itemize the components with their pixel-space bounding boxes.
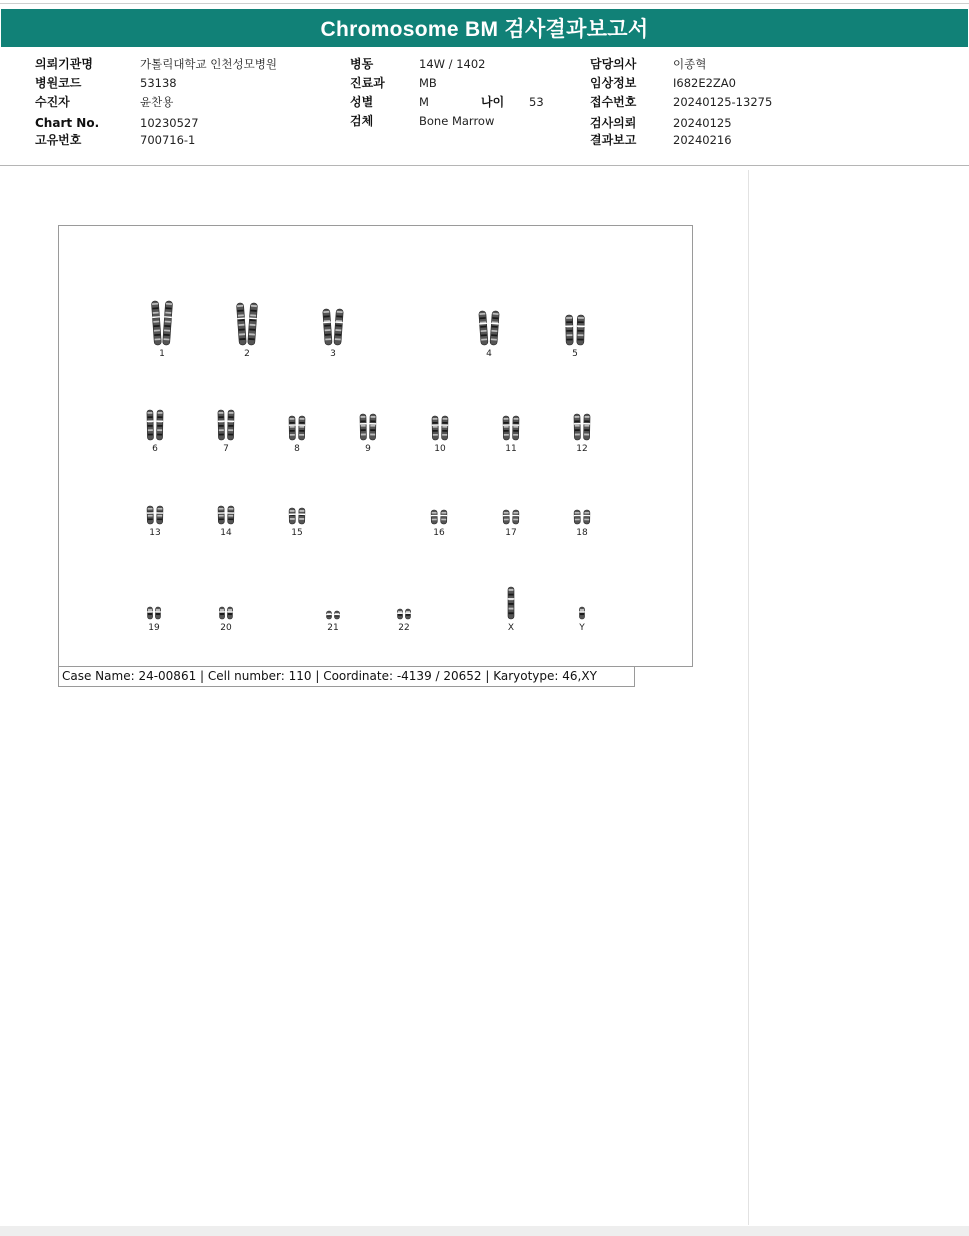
chromosome-label-5: 5 <box>572 349 578 359</box>
chromatid <box>565 315 573 345</box>
clinical-info-value: I682E2ZA0 <box>673 76 736 90</box>
chromosome-label-X: X <box>507 623 515 633</box>
chromosome-5 <box>565 315 584 345</box>
chromosome-label-3: 3 <box>330 349 336 359</box>
chromosome-label-8: 8 <box>294 444 300 454</box>
chromosome-label-7: 7 <box>223 444 229 454</box>
chromosome-10 <box>432 416 449 440</box>
chromosome-7 <box>218 410 235 440</box>
patient-name-label: 수진자 <box>35 95 70 109</box>
top-border <box>0 3 969 4</box>
chromosome-label-10: 10 <box>434 444 446 454</box>
karyogram-image <box>58 225 693 667</box>
karyogram-caption: Case Name: 24-00861 | Cell number: 110 | Coordinate: -4139 / 20652 | Karyotype: 46,XY <box>58 666 635 687</box>
chromosome-4 <box>478 311 499 345</box>
requesting-institution-value: 가톨릭대학교 인천성모병원 <box>140 57 277 71</box>
attending-physician-value: 이종혁 <box>673 57 707 71</box>
chromatid <box>298 416 305 440</box>
chromatid <box>512 416 519 440</box>
chromosome-label-16: 16 <box>433 528 445 538</box>
chromatid <box>431 510 438 524</box>
chromosome-label-21: 21 <box>327 623 339 633</box>
chromatid <box>218 506 225 524</box>
chromatid <box>579 607 585 619</box>
chromosome-9 <box>360 414 377 440</box>
ward-label: 병동 <box>350 57 374 71</box>
patient-name-value: 윤찬용 <box>140 95 174 109</box>
patient-info-section <box>0 52 969 164</box>
chromosome-21 <box>326 611 340 619</box>
report-date-label: 결과보고 <box>590 133 637 147</box>
chromatid <box>503 416 510 440</box>
chromatid <box>574 414 581 440</box>
chromosome-label-18: 18 <box>576 528 588 538</box>
request-date-value: 20240125 <box>673 116 732 130</box>
chromatid <box>334 611 340 619</box>
chromatid <box>440 510 447 524</box>
attending-physician-label: 담당의사 <box>590 57 637 71</box>
report-title: Chromosome BM 검사결과보고서 <box>1 9 968 47</box>
chromatid <box>289 508 296 524</box>
chromosome-11 <box>503 416 520 440</box>
chromatid <box>326 611 332 619</box>
bottom-band <box>0 1226 969 1236</box>
requesting-institution-label: 의뢰기관명 <box>35 57 93 71</box>
side-panel <box>750 170 967 1225</box>
chromatid <box>151 301 162 345</box>
chromosome-3 <box>322 309 343 345</box>
chromatid <box>334 309 344 345</box>
chromatid <box>369 414 376 440</box>
chromosome-X <box>508 587 515 619</box>
chromatid <box>478 311 488 345</box>
chromatid <box>405 609 411 619</box>
chromosome-16 <box>431 510 447 524</box>
chromatid <box>147 410 154 440</box>
specimen-label: 검체 <box>350 114 374 128</box>
chromatid <box>583 414 590 440</box>
chromosome-label-6: 6 <box>152 444 158 454</box>
chromosome-18 <box>574 510 590 524</box>
chromosome-8 <box>289 416 306 440</box>
department-label: 진료과 <box>350 76 385 90</box>
ward-value: 14W / 1402 <box>419 57 486 71</box>
chromatid <box>322 309 332 345</box>
chromatid <box>236 303 247 345</box>
chromatid <box>298 508 305 524</box>
chart-no-value: 10230527 <box>140 116 199 130</box>
chromatid <box>218 410 225 440</box>
chromosome-label-20: 20 <box>220 623 232 633</box>
chromatid <box>490 311 500 345</box>
department-value: MB <box>419 76 437 90</box>
chromosome-15 <box>289 508 306 524</box>
chromosome-Y <box>579 607 585 619</box>
chromatid <box>156 410 163 440</box>
karyogram-svg <box>59 226 692 666</box>
info-divider <box>0 165 969 166</box>
chromatid <box>503 510 510 524</box>
report-date-value: 20240216 <box>673 133 732 147</box>
chromatid <box>512 510 519 524</box>
chromosome-label-11: 11 <box>505 444 517 454</box>
unique-id-value: 700716-1 <box>140 133 196 147</box>
chromatid <box>508 587 515 619</box>
chromosome-1 <box>151 301 173 345</box>
chromatid <box>576 315 584 345</box>
chromatid <box>227 506 234 524</box>
chromatid <box>441 416 448 440</box>
chromatid <box>147 506 154 524</box>
chromosome-label-4: 4 <box>486 349 492 359</box>
chromosome-label-13: 13 <box>149 528 161 538</box>
age-value: 53 <box>529 95 544 109</box>
chromosome-2 <box>236 303 258 345</box>
sex-value: M <box>419 95 429 109</box>
age-label: 나이 <box>481 95 505 109</box>
chromosome-label-15: 15 <box>291 528 303 538</box>
chromatid <box>432 416 439 440</box>
clinical-info-label: 임상정보 <box>590 76 637 90</box>
chromatid <box>162 301 173 345</box>
specimen-value: Bone Marrow <box>419 114 495 128</box>
chromosome-14 <box>218 506 235 524</box>
chromosome-label-14: 14 <box>220 528 232 538</box>
chromatid <box>155 607 161 619</box>
chromosome-13 <box>147 506 164 524</box>
chromosome-12 <box>574 414 591 440</box>
chromosome-19 <box>147 607 161 619</box>
sex-label: 성별 <box>350 95 374 109</box>
chromosome-label-2: 2 <box>244 349 250 359</box>
chromatid <box>227 410 234 440</box>
receipt-no-value: 20240125-13275 <box>673 95 773 109</box>
chromosome-20 <box>219 607 233 619</box>
chromosome-label-22: 22 <box>398 623 410 633</box>
chromatid <box>583 510 590 524</box>
chromatid <box>156 506 163 524</box>
chromosome-label-19: 19 <box>148 623 160 633</box>
unique-id-label: 고유번호 <box>35 133 82 147</box>
chromatid <box>219 607 225 619</box>
chromosome-label-9: 9 <box>365 444 371 454</box>
chromosome-label-1: 1 <box>159 349 165 359</box>
chart-no-label: Chart No. <box>35 116 100 130</box>
chromosome-label-17: 17 <box>505 528 517 538</box>
chromatid <box>147 607 153 619</box>
chromosome-label-Y: Y <box>579 623 585 633</box>
chromosome-6 <box>147 410 164 440</box>
chromatid <box>227 607 233 619</box>
chromatid <box>289 416 296 440</box>
chromatid <box>247 303 258 345</box>
chromatid <box>360 414 367 440</box>
receipt-no-label: 접수번호 <box>590 95 637 109</box>
chromosome-22 <box>397 609 411 619</box>
chromosome-label-12: 12 <box>576 444 588 454</box>
hospital-code-label: 병원코드 <box>35 76 82 90</box>
chromosome-17 <box>503 510 519 524</box>
chromatid <box>574 510 581 524</box>
request-date-label: 검사의뢰 <box>590 116 637 130</box>
hospital-code-value: 53138 <box>140 76 177 90</box>
chromatid <box>397 609 403 619</box>
